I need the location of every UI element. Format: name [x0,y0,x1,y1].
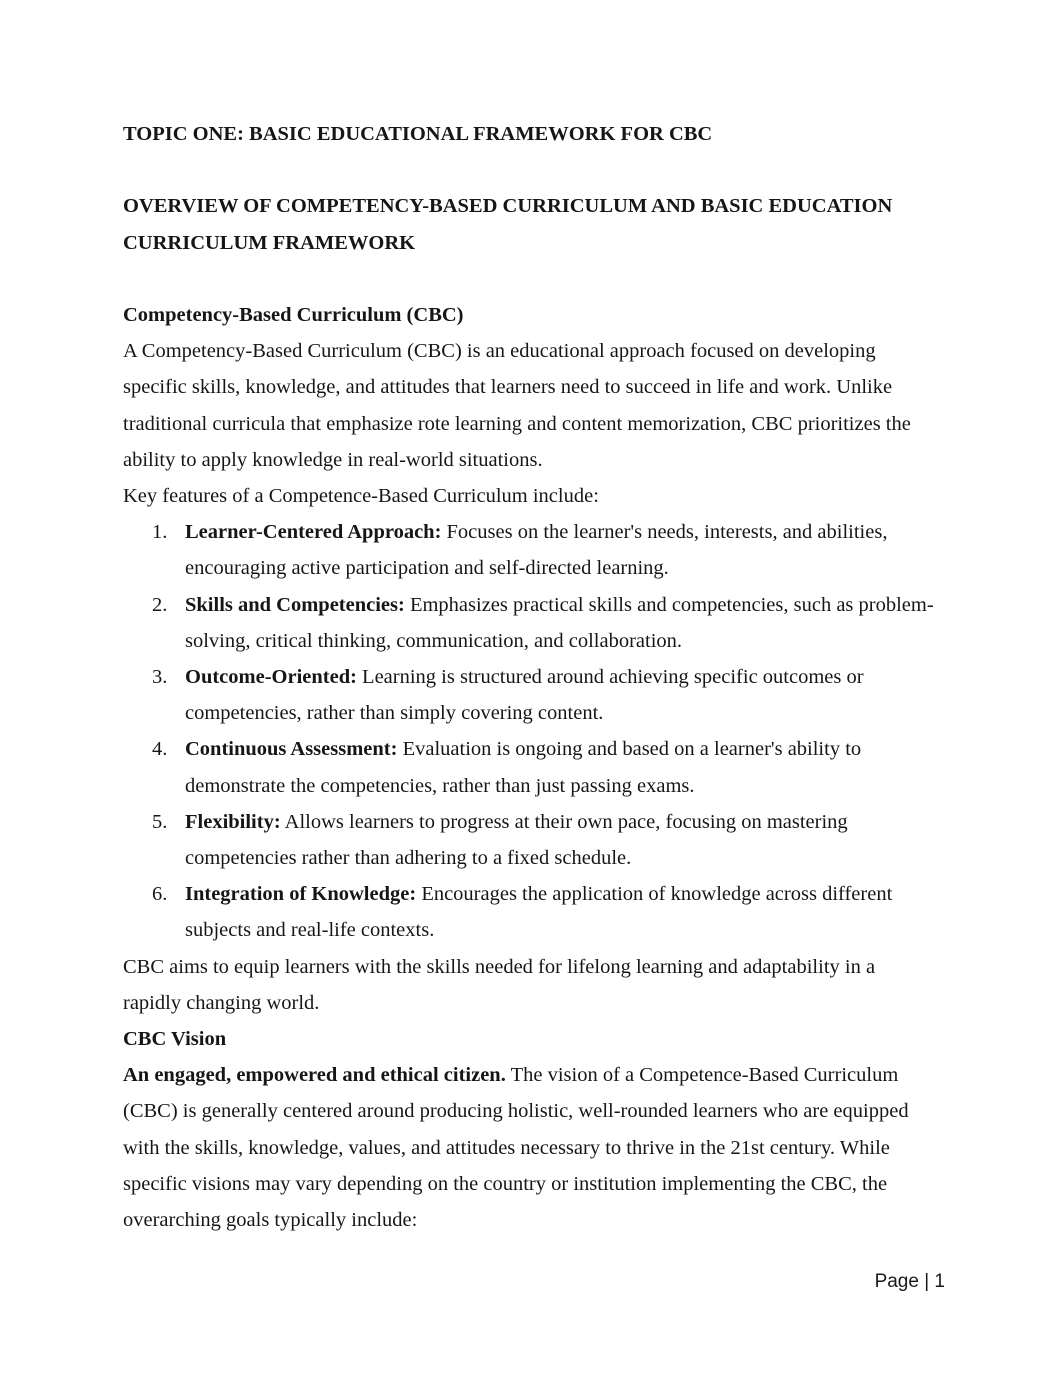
overview-heading: OVERVIEW OF COMPETENCY-BASED CURRICULUM AND BASIC EDUCATION CURRICULUM FRAMEWORK [123,195,893,254]
list-item-label: Integration of Knowledge: [185,883,417,906]
list-item-text: Allows learners to progress at their own pace, focusing on mastering competencies rather than adhering to a fixed schedule. [185,810,848,870]
section-heading-cbc: Competency-Based Curriculum (CBC) [123,303,464,326]
list-item [123,804,934,876]
vision-lead: An engaged, empowered and ethical citizen. [123,1064,506,1087]
list-item [123,587,934,659]
list-number: 2. [152,593,168,616]
closing-paragraph: CBC aims to equip learners with the skills needed for lifelong learning and adaptability in a rapidly changing world. [123,955,876,1014]
page-number: Page | 1 [874,1271,945,1292]
blank-line [123,261,934,297]
list-item-label: Continuous Assessment: [185,738,398,761]
list-item [123,731,934,803]
list-number: 5. [152,810,168,833]
topic-title: TOPIC ONE: BASIC EDUCATIONAL FRAMEWORK FOR CBC [123,123,713,145]
list-item-text: Learning is structured around achieving specific outcomes or competencies, rather than simply covering content. [185,666,864,725]
list-item-label: Outcome-Oriented: [185,666,357,689]
features-list [123,514,934,948]
list-item [123,514,934,586]
list-item-text: Evaluation is ongoing and based on a learner's ability to demonstrate the competencies, rather than just passing exams. [185,738,862,797]
list-item-text: Encourages the application of knowledge across different subjects and real-life contexts. [185,883,893,942]
blank-line [123,152,934,188]
list-number: 1. [152,521,168,544]
document-body [123,116,934,1238]
list-item-text: Focuses on the learner's needs, interests, and abilities, encouraging active participation and self-directed learning. [185,521,888,580]
list-item-text: Emphasizes practical skills and competencies, such as problem-solving, critical thinking, communication, and collaboration. [185,593,934,652]
vision-paragraph [123,1057,934,1238]
features-lead: Key features of a Competence-Based Curriculum include: [123,485,599,507]
vision-text: The vision of a Competence-Based Curriculum (CBC) is generally centered around producing holistic, well-rounded learners who are equipped with the skills, knowledge, values, and attitudes necessary to thrive in the 21st century. While specific visions may vary depending on the country or institution implementing the CBC, the overarching goals typically include: [123,1064,909,1232]
list-number: 4. [152,738,168,761]
vision-heading: CBC Vision [123,1028,227,1051]
list-item-label: Skills and Competencies: [185,593,405,616]
list-item-label: Flexibility: [185,810,281,833]
list-item [123,876,934,948]
list-number: 6. [152,883,168,906]
list-item-label: Learner-Centered Approach: [185,521,442,544]
list-number: 3. [152,666,168,689]
list-item [123,659,934,731]
intro-paragraph: A Competency-Based Curriculum (CBC) is an educational approach focused on developing specific skills, knowledge, and attitudes that learners need to succeed in life and work. Unlike traditional curricula that emphasize rote learning and content memorization, CBC prioritizes the ability to apply knowledge in real-world situations. [123,340,911,471]
